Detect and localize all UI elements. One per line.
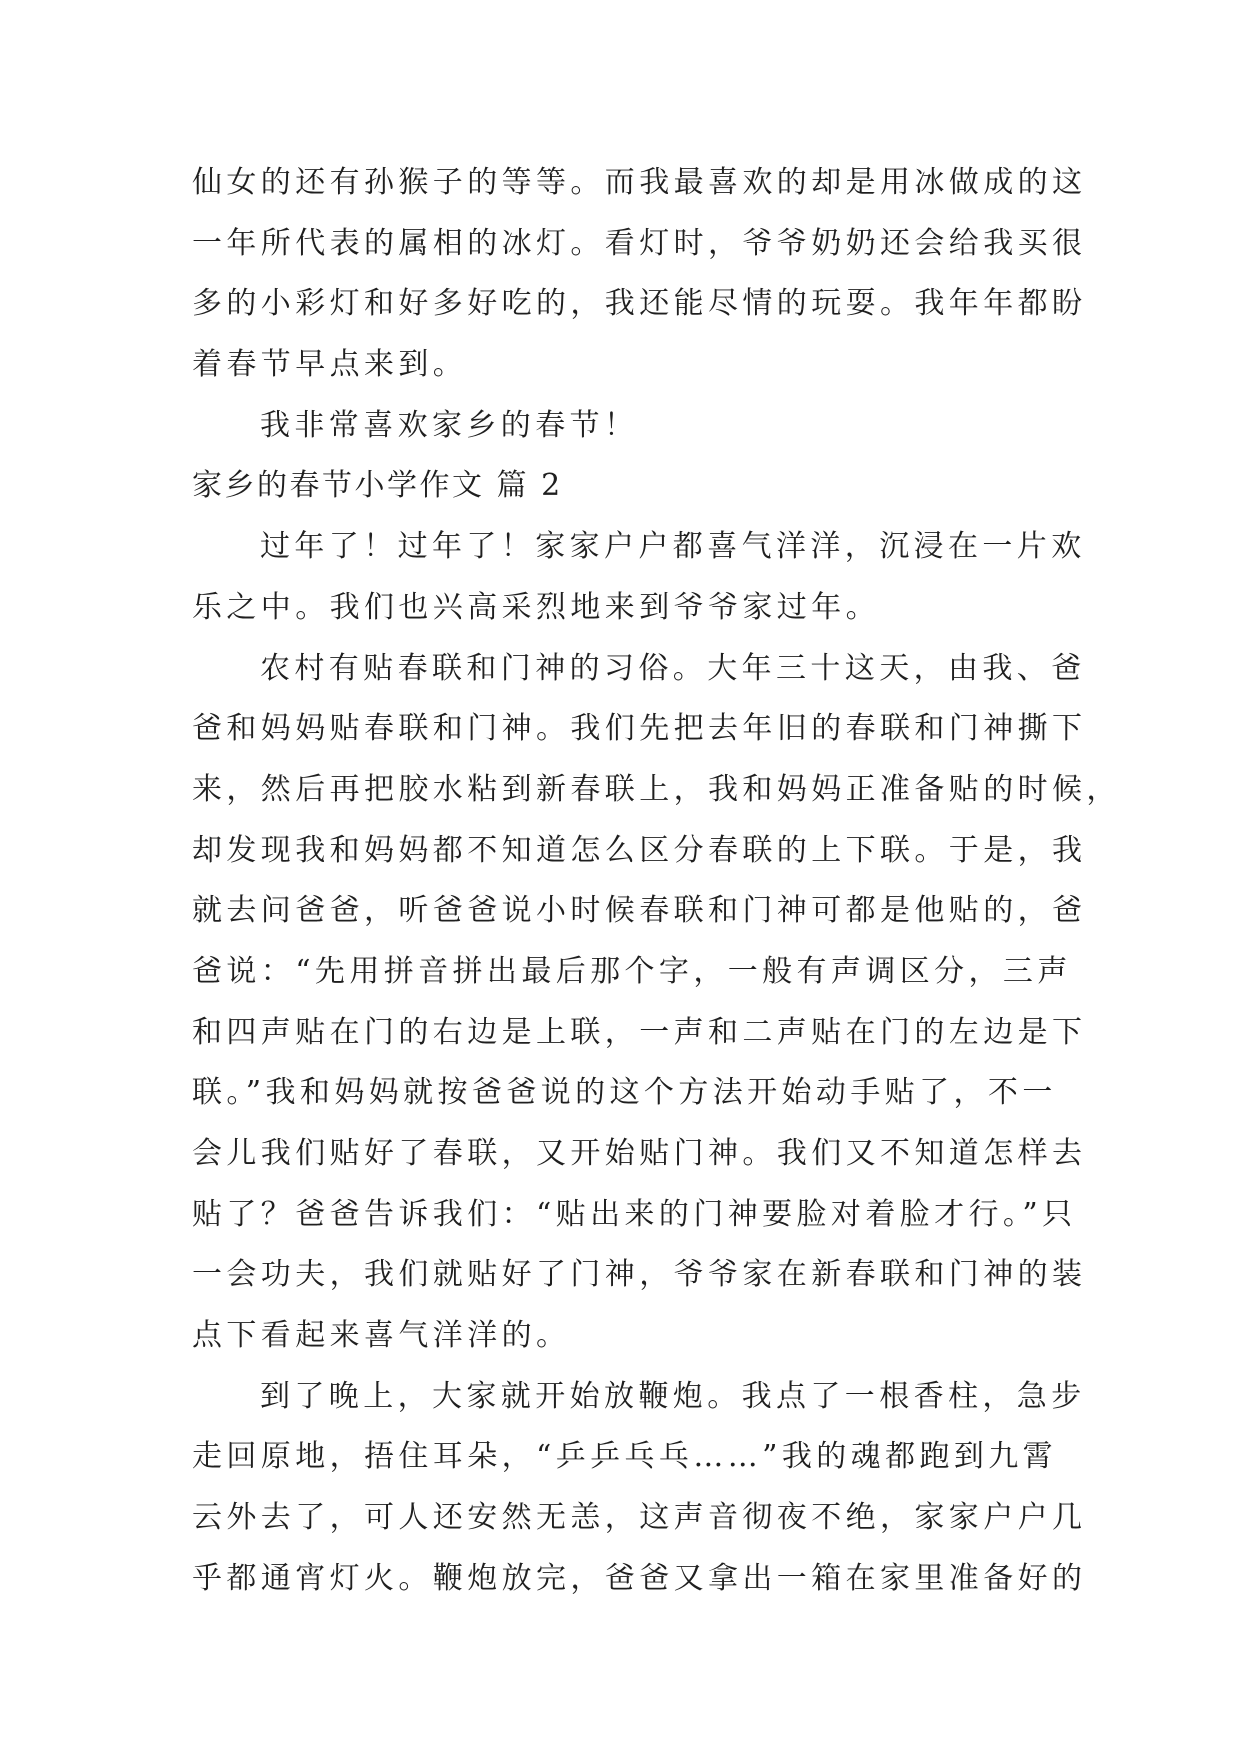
paragraph-first-line: 到了晚上，大家就开始放鞭炮。我点了一根香柱，急步 xyxy=(260,1378,1086,1414)
paragraph-first-line: 我非常喜欢家乡的春节！ xyxy=(260,407,639,443)
text-line: 多的小彩灯和好多好吃的，我还能尽情的玩耍。我年年都盼 xyxy=(192,286,1087,322)
text-line: 云外去了，可人还安然无恙，这声音彻夜不绝，家家户户几 xyxy=(192,1500,1087,1536)
text-line: 会儿我们贴好了春联，又开始贴门神。我们又不知道怎样去 xyxy=(192,1136,1087,1171)
document-body xyxy=(192,153,1121,1610)
text-line: 和四声贴在门的右边是上联，一声和二声贴在门的左边是下 xyxy=(192,1014,1087,1050)
paragraph-first-line: 过年了！过年了！家家户户都喜气洋洋，沉浸在一片欢 xyxy=(260,529,1086,565)
text-line: 爸和妈妈贴春联和门神。我们先把去年旧的春联和门神撕下 xyxy=(192,711,1087,747)
section-heading: 家乡的春节小学作文 篇 2 xyxy=(192,468,563,504)
text-line: 来，然后再把胶水粘到新春联上，我和妈妈正准备贴的时候， xyxy=(192,771,1121,807)
text-line: 就去问爸爸，听爸爸说小时候春联和门神可都是他贴的，爸 xyxy=(192,893,1087,929)
text-line: 联。”我和妈妈就按爸爸说的这个方法开始动手贴了，不一 xyxy=(192,1075,1057,1111)
text-line: 却发现我和妈妈都不知道怎么区分春联的上下联。于是，我 xyxy=(192,832,1087,868)
text-line: 着春节早点来到。 xyxy=(192,347,468,383)
paragraph-first-line: 农村有贴春联和门神的习俗。大年三十这天，由我、爸 xyxy=(260,650,1086,686)
text-line: 一年所代表的属相的冰灯。看灯时，爷爷奶奶还会给我买很 xyxy=(192,225,1087,261)
text-line: 走回原地，捂住耳朵，“乒乒乓乓……”我的魂都跑到九霄 xyxy=(192,1439,1058,1475)
text-line: 乎都通宵灯火。鞭炮放完，爸爸又拿出一箱在家里准备好的 xyxy=(192,1560,1087,1596)
text-line: 一会功夫，我们就贴好了门神，爷爷家在新春联和门神的装 xyxy=(192,1257,1087,1293)
text-line: 贴了？爸爸告诉我们：“贴出来的门神要脸对着脸才行。”只 xyxy=(192,1196,1077,1232)
text-line: 爸说：“先用拼音拼出最后那个字，一般有声调区分，三声 xyxy=(192,953,1072,989)
text-line: 点下看起来喜气洋洋的。 xyxy=(192,1318,571,1354)
text-line: 乐之中。我们也兴高采烈地来到爷爷家过年。 xyxy=(192,589,880,625)
text-line: 仙女的还有孙猴子的等等。而我最喜欢的却是用冰做成的这 xyxy=(192,165,1087,200)
